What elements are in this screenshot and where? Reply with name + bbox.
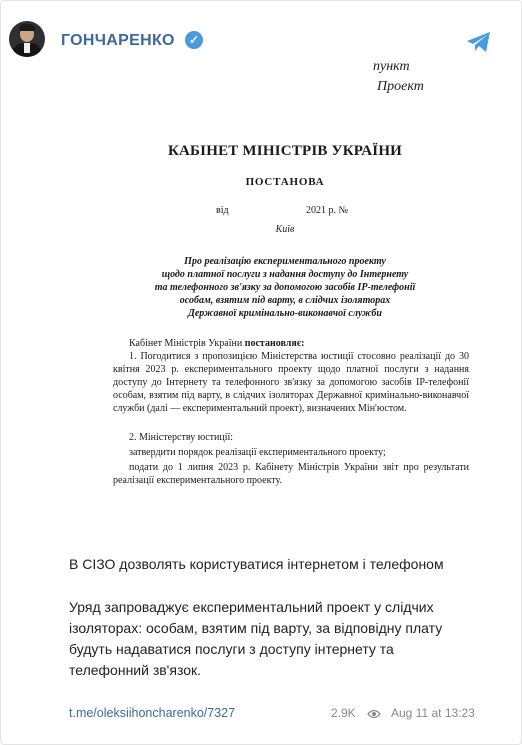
post-link[interactable]: t.me/oleksiihoncharenko/7327: [69, 706, 236, 720]
subject-line-5: Державної кримінально-виконавчої служби: [188, 308, 382, 319]
avatar-shirt: [24, 43, 30, 53]
paragraph-1: 1. Погодитися з пропозицією Міністерства юстиції стосовно реалізації до 30 квітня 2023 р. експериментального проекту щодо платної послуги з надання доступу до Інтернету та телефонного зв'язку за допомогою засобів IP-телефонії особам, взятим під варту, в слідчих ізоляторах Державної кримінально-виконавчої служби (далі — експериментальний проект), визначених Мін'юстом.: [113, 351, 469, 414]
document-image[interactable]: [61, 59, 509, 531]
subject-line-3: та телефонного зв'язку за допомогою засобів IP-телефонії: [154, 282, 416, 293]
paragraph-2b: подати до 1 липня 2023 р. Кабінету Міністрів України звіт про результати реалізації експериментального проекту.: [113, 462, 469, 486]
handwritten-note-2: Проект: [377, 79, 424, 94]
channel-avatar[interactable]: [9, 21, 45, 57]
post-date[interactable]: Aug 11 at 13:23: [391, 706, 475, 720]
subject-line-4: особам, взятим під варту, в слідчих ізоляторах: [179, 295, 391, 306]
avatar-hair: [19, 24, 35, 31]
view-count: 2.9K: [331, 706, 356, 720]
paragraph-2a: затвердити порядок реалізації експериментального проекту;: [129, 447, 386, 458]
subject-line-2: щодо платної послуги з надання доступу до Інтернету: [161, 269, 409, 280]
subject-line-1: Про реалізацію експериментального проекту: [184, 256, 386, 267]
post-body: Уряд запроваджує експериментальний проект у слідчих ізоляторах: особам, взятим під варту, за відповідну плату будуть надаватися послуги з доступу інтернету та телефонний зв'язок.: [69, 599, 443, 678]
paragraph-2: 2. Міністерству юстиції:: [129, 432, 234, 443]
post-footer: [69, 706, 509, 726]
post-headline: В СІЗО дозволять користуватися інтернетом і телефоном: [69, 556, 444, 572]
intro-plain: Кабінет Міністрів України: [129, 338, 245, 349]
intro-bold: постановляє:: [244, 338, 305, 349]
verified-badge-icon: ✓: [185, 31, 203, 49]
telegram-plane-icon[interactable]: [466, 31, 492, 53]
eye-icon: [367, 709, 381, 719]
date-line-right: 2021 р. №: [306, 205, 349, 216]
document-title: КАБІНЕТ МІНІСТРІВ УКРАЇНИ: [167, 143, 403, 159]
document-type: ПОСТАНОВА: [245, 176, 325, 188]
handwritten-note-1: пункт: [373, 59, 410, 74]
document-intro: [129, 337, 304, 350]
date-line-left: від: [216, 205, 229, 216]
document-city: Київ: [275, 224, 295, 235]
channel-name[interactable]: ГОНЧАРЕНКО: [61, 32, 175, 49]
post-header: [1, 1, 521, 65]
post-text: [69, 554, 449, 703]
